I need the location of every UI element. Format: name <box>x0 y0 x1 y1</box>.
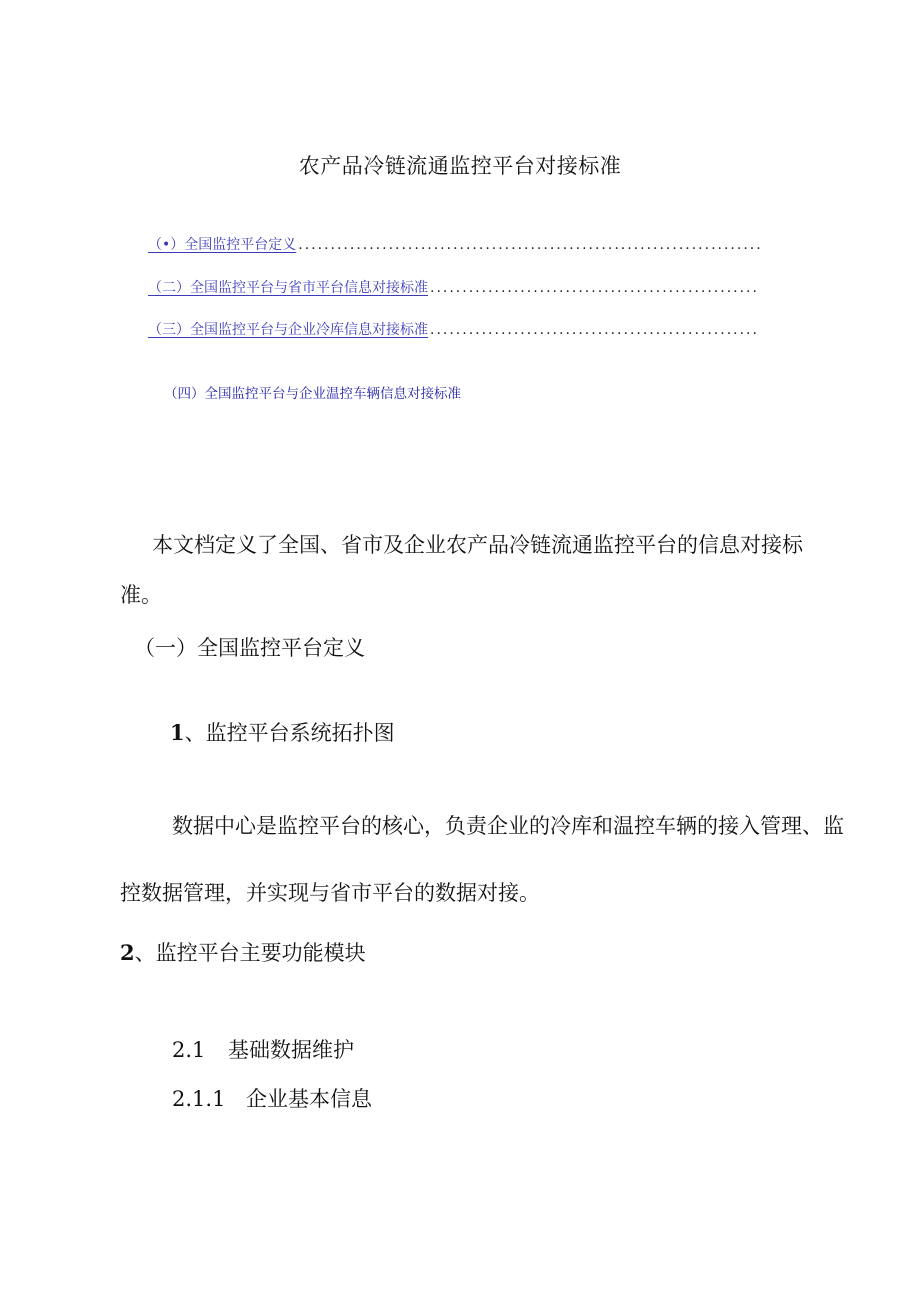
subsection-heading-2 <box>120 937 366 967</box>
toc-item-3[interactable] <box>148 319 760 339</box>
heading-2-1 <box>172 1034 354 1064</box>
toc-link-4[interactable]: （四）全国监控平台与企业温控车辆信息对接标准 <box>164 386 461 402</box>
heading-title: 基础数据维护 <box>228 1038 354 1062</box>
subsection-title: 、监控平台主要功能模块 <box>134 941 366 965</box>
toc-item-2[interactable] <box>148 277 760 297</box>
toc-link-1[interactable]: （•）全国监控平台定义 <box>148 237 297 253</box>
heading-number: 2.1.1 <box>172 1087 226 1111</box>
toc-leader-dots <box>430 322 760 338</box>
subsection-title: 、监控平台系统拓扑图 <box>184 721 395 745</box>
toc-leader-dots <box>430 280 760 296</box>
subsection-number: 2 <box>120 940 135 965</box>
heading-title: 企业基本信息 <box>246 1087 372 1111</box>
heading-number: 2.1 <box>172 1038 206 1062</box>
subsection-heading-1 <box>170 717 395 747</box>
toc-leader-dots <box>298 237 760 253</box>
heading-2-1-1 <box>172 1083 372 1113</box>
section-heading: （一）全国监控平台定义 <box>134 636 365 660</box>
body-paragraph: 数据中心是监控平台的核心，负责企业的冷库和温控车辆的接入管理、监控数据管理，并实现与省市平台的数据对接。 <box>120 814 844 905</box>
toc-link-3[interactable]: （三）全国监控平台与企业冷库信息对接标准 <box>148 322 428 338</box>
document-title: 农产品冷链流通监控平台对接标准 <box>298 154 622 178</box>
toc-item-1[interactable] <box>148 234 760 254</box>
toc-link-2[interactable]: （二）全国监控平台与省市平台信息对接标准 <box>148 280 428 296</box>
subsection-number: 1 <box>170 720 185 745</box>
intro-paragraph: 本文档定义了全国、省市及企业农产品冷链流通监控平台的信息对接标准。 <box>120 533 803 607</box>
